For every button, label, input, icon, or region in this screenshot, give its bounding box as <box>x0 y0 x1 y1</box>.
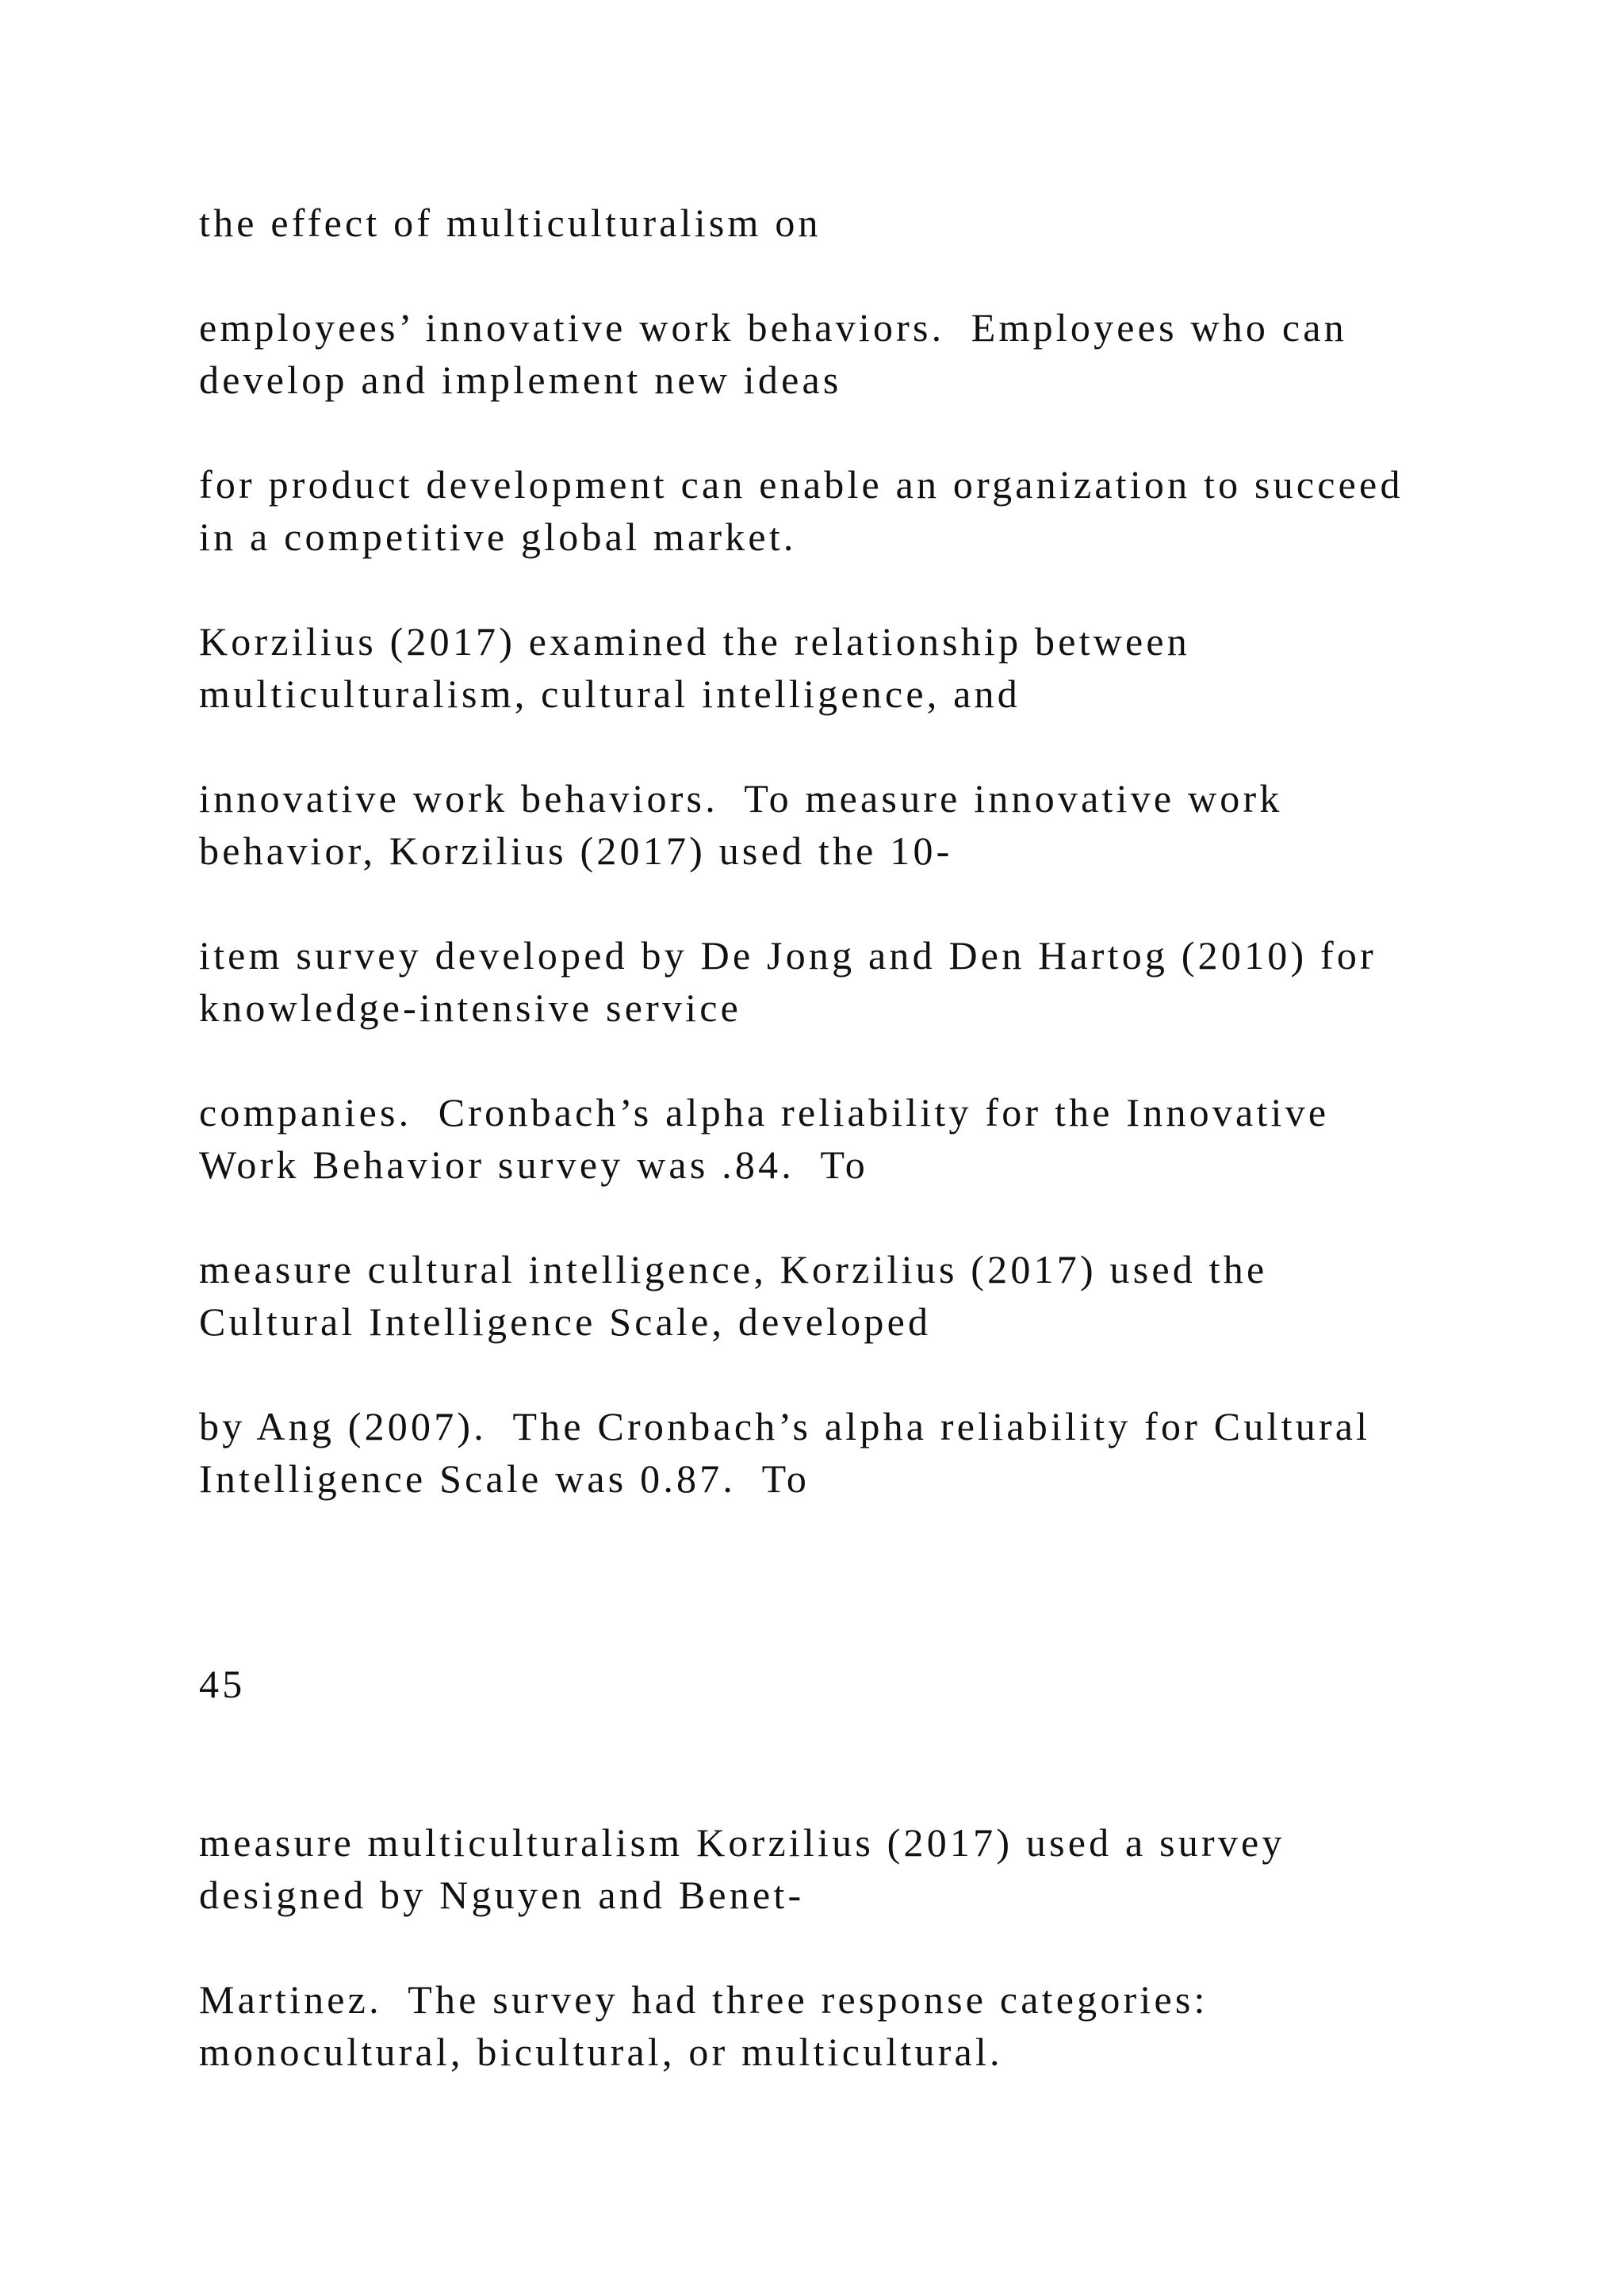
paragraph <box>199 197 1547 249</box>
text-line: item survey developed by De Jong and Den Hartog (2010) for <box>199 933 1377 978</box>
paragraph <box>199 1400 1547 1505</box>
body-text-lower <box>199 1816 1547 2078</box>
paragraph <box>199 1086 1547 1191</box>
body-text-upper <box>199 197 1547 1505</box>
page-number: 45 <box>199 1662 246 1706</box>
paragraph <box>199 615 1547 720</box>
text-line: employees’ innovative work behaviors. Employees who can <box>199 305 1347 350</box>
text-line: for product development can enable an organization to succeed <box>199 462 1404 507</box>
text-line: measure multiculturalism Korzilius (2017) used a survey <box>199 1820 1285 1865</box>
text-line: companies. Cronbach’s alpha reliability for the Innovative <box>199 1090 1330 1135</box>
paragraph <box>199 772 1547 877</box>
text-line: the effect of multiculturalism on <box>199 201 822 245</box>
text-line: monocultural, bicultural, or multicultural. <box>199 2030 1003 2074</box>
text-line: Martinez. The survey had three response categories: <box>199 1977 1208 2022</box>
text-line: by Ang (2007). The Cronbach’s alpha reliability for Cultural <box>199 1404 1371 1448</box>
text-line: develop and implement new ideas <box>199 358 842 402</box>
paragraph <box>199 1973 1547 2078</box>
paragraph <box>199 458 1547 563</box>
text-line: measure cultural intelligence, Korzilius (2017) used the <box>199 1247 1268 1292</box>
text-line: multiculturalism, cultural intelligence, and <box>199 672 1021 716</box>
text-line: designed by Nguyen and Benet- <box>199 1873 805 1917</box>
paragraph <box>199 1243 1547 1348</box>
paragraph <box>199 301 1547 406</box>
paragraph <box>199 1816 1547 1921</box>
text-line: Intelligence Scale was 0.87. To <box>199 1456 810 1501</box>
text-line: Work Behavior survey was .84. To <box>199 1142 868 1187</box>
text-line: innovative work behaviors. To measure innovative work <box>199 776 1283 821</box>
text-line: knowledge-intensive service <box>199 985 742 1030</box>
text-line: in a competitive global market. <box>199 515 797 559</box>
paragraph <box>199 929 1547 1034</box>
text-line: Korzilius (2017) examined the relationship between <box>199 619 1190 664</box>
text-line: Cultural Intelligence Scale, developed <box>199 1299 932 1344</box>
text-line: behavior, Korzilius (2017) used the 10- <box>199 828 953 873</box>
